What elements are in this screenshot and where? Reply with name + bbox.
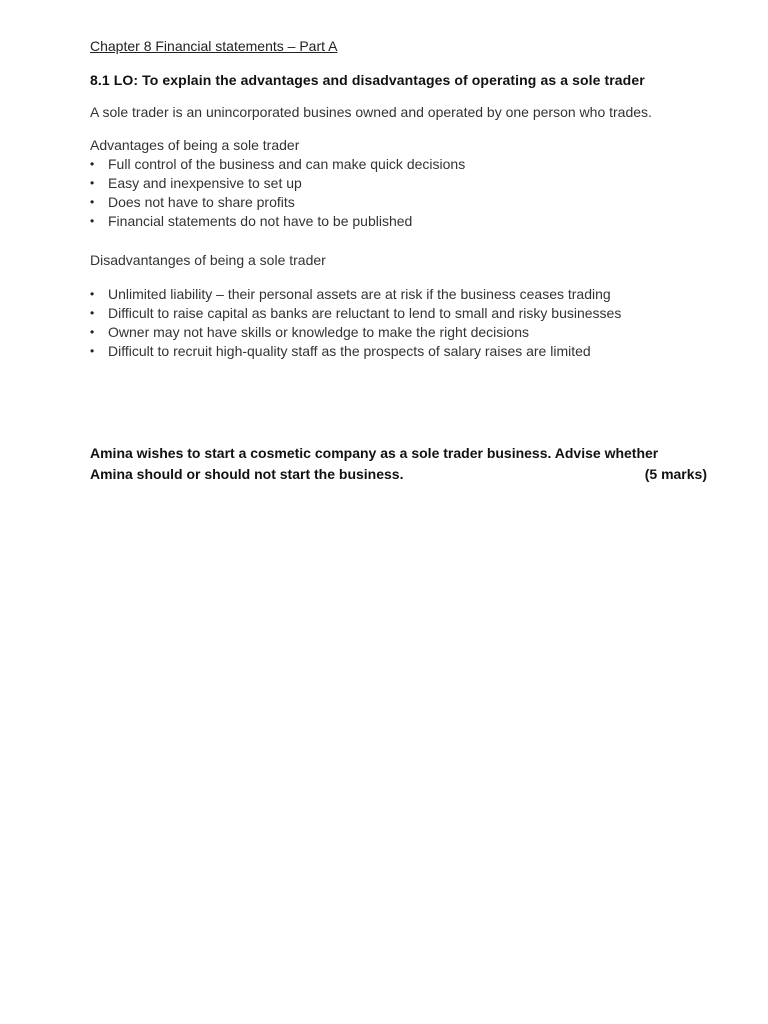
blank-space bbox=[90, 361, 710, 443]
disadvantage-text: Unlimited liability – their personal assets are at risk if the business ceases trading bbox=[108, 286, 611, 302]
disadvantage-item bbox=[90, 323, 710, 342]
sole-trader-definition: A sole trader is an unincorporated busines owned and operated by one person who trades. bbox=[90, 104, 652, 120]
disadvantage-item bbox=[90, 285, 710, 304]
bullet-icon: • bbox=[90, 287, 95, 301]
bullet-icon: • bbox=[90, 325, 95, 339]
bullet-icon: • bbox=[90, 176, 95, 190]
disadvantage-item bbox=[90, 304, 710, 323]
disadvantage-text: Difficult to recruit high-quality staff as the prospects of salary raises are limited bbox=[108, 343, 591, 359]
advantages-heading: Advantages of being a sole trader bbox=[90, 137, 300, 153]
advantages-list bbox=[90, 155, 710, 231]
disadvantage-text: Owner may not have skills or knowledge to make the right decisions bbox=[108, 324, 529, 340]
disadvantage-item bbox=[90, 342, 710, 361]
advantage-item bbox=[90, 212, 710, 231]
advantage-text: Financial statements do not have to be published bbox=[108, 213, 413, 229]
advantage-text: Full control of the business and can make quick decisions bbox=[108, 156, 466, 172]
advantage-item bbox=[90, 193, 710, 212]
disadvantages-list bbox=[90, 285, 710, 361]
advantage-text: Does not have to share profits bbox=[108, 194, 295, 210]
question-line-2-text: Amina should or should not start the business. bbox=[90, 466, 404, 482]
disadvantage-text: Difficult to raise capital as banks are reluctant to lend to small and risky businesses bbox=[108, 305, 622, 321]
bullet-icon: • bbox=[90, 306, 95, 320]
bullet-icon: • bbox=[90, 157, 95, 171]
advantage-item bbox=[90, 174, 710, 193]
bullet-icon: • bbox=[90, 344, 95, 358]
exam-question bbox=[90, 443, 707, 485]
advantage-item bbox=[90, 155, 710, 174]
learning-objective-heading: 8.1 LO: To explain the advantages and disadvantages of operating as a sole trader bbox=[90, 72, 645, 88]
disadvantages-heading: Disadvantanges of being a sole trader bbox=[90, 252, 326, 268]
question-line-1: Amina wishes to start a cosmetic company as a sole trader business. Advise whether bbox=[90, 445, 659, 461]
bullet-icon: • bbox=[90, 195, 95, 209]
bullet-icon: • bbox=[90, 214, 95, 228]
question-marks: (5 marks) bbox=[644, 466, 707, 482]
document-page bbox=[90, 36, 710, 485]
advantage-text: Easy and inexpensive to set up bbox=[108, 175, 302, 191]
chapter-title: Chapter 8 Financial statements – Part A bbox=[90, 38, 338, 54]
question-line-2 bbox=[90, 464, 707, 485]
